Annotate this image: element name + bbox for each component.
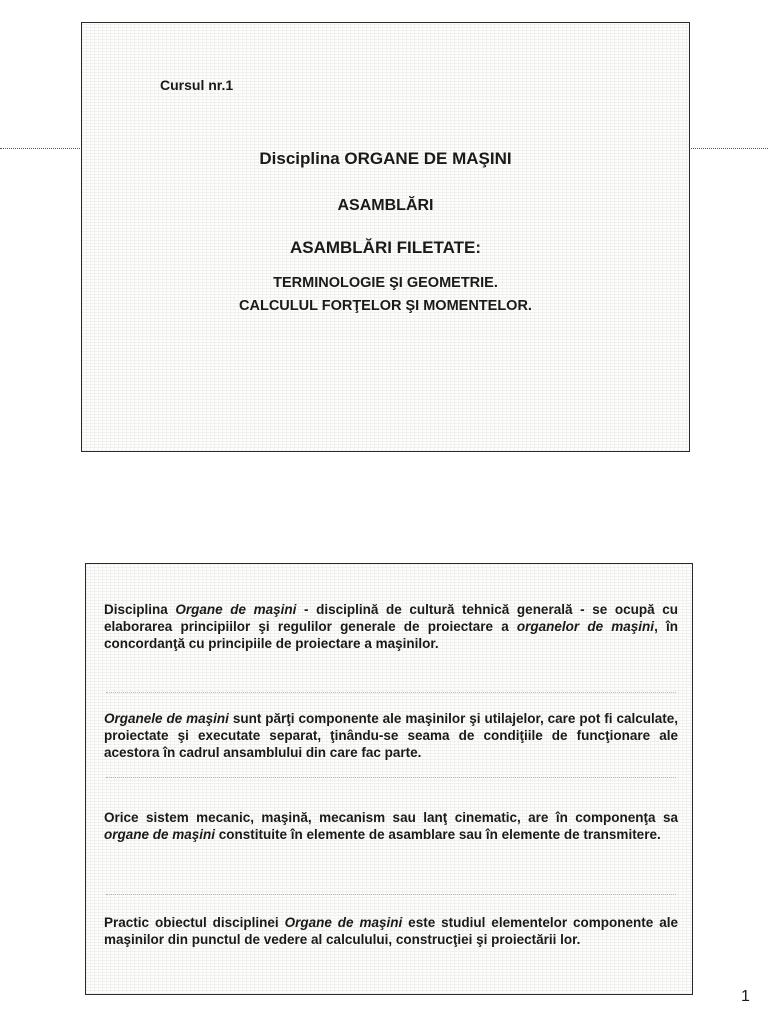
paragraph-definition (104, 601, 678, 652)
faint-divider (106, 894, 676, 895)
paragraph-objective (104, 914, 678, 948)
page-number: 1 (741, 988, 750, 1005)
paragraph-organs (104, 710, 678, 761)
p1-text-e: , în concordanţă cu principiile de proiectare a maşinilor. (104, 619, 678, 651)
p3-text-c: constituite în elemente de asamblare sau în elemente de transmitere. (215, 827, 661, 842)
subtopic-line-2: CALCULUL FORŢELOR ŞI MOMENTELOR. (239, 298, 532, 314)
title-slide (81, 22, 690, 452)
p3-text-a: Orice sistem mecanic, maşină, mecanism sau lanţ cinematic, are în componenţa sa (104, 810, 678, 825)
paragraph-systems (104, 809, 678, 843)
topic-title: ASAMBLĂRI FILETATE: (289, 238, 482, 257)
subtopic-line-1: TERMINOLOGIE ŞI GEOMETRIE. (273, 275, 498, 291)
p4-text-c: este studiul elementelor componente ale maşinilor din punctul de vedere al calculului, construcţiei şi proiectării lor. (104, 915, 678, 947)
faint-divider (106, 692, 676, 693)
content-slide (85, 563, 693, 995)
course-label: Cursul nr.1 (160, 77, 234, 93)
p3-italic-b: organe de maşini (104, 827, 216, 842)
p1-text-c: - disciplină de cultură tehnică generală - se ocupă cu elaborarea principiilor şi regulilor generale de proiectare a (104, 602, 678, 634)
section-title: ASAMBLĂRI (337, 197, 434, 214)
p2-italic-a: Organele de maşini (104, 711, 229, 726)
p1-text-a: Disciplina (104, 602, 176, 617)
p1-italic-d: organelor de maşini (516, 619, 655, 634)
p1-italic-b: Organe de maşini (175, 602, 297, 617)
faint-divider (106, 777, 676, 778)
p4-text-a: Practic obiectul disciplinei (104, 915, 285, 930)
discipline-title: Disciplina ORGANE DE MAŞINI (259, 149, 512, 168)
p4-italic-b: Organe de maşini (284, 915, 403, 930)
p2-text-b: sunt părţi componente ale maşinilor şi utilajelor, care pot fi calculate, proiectate şi executate separat, ţinându-se seama de condiţiile de funcţionare ale acestora în cadrul ansamblului din care fac parte. (104, 711, 678, 760)
